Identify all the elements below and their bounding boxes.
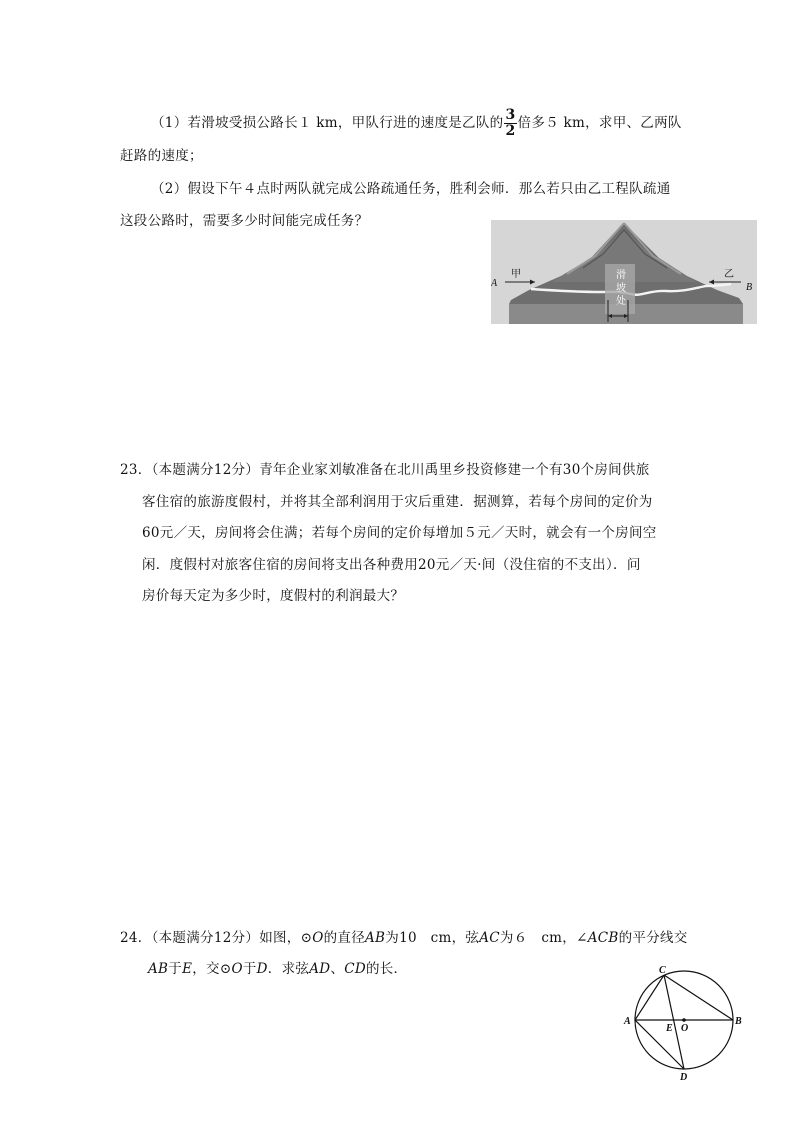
q24-line1: 24．（本题满分12分）如图，⊙O的直径AB为10 cm，弦AC为６ cm，∠ACB的平分线交 — [120, 930, 688, 946]
q24-line2: AB于E，交⊙O于D．求弦AD、CD的长． — [148, 961, 408, 977]
chord-ad — [635, 1020, 684, 1069]
label-o: O — [681, 1023, 689, 1034]
slide-label-2: 坡 — [616, 283, 626, 294]
label-b: B — [746, 282, 753, 293]
label-b: B — [735, 1016, 742, 1027]
q23-line3: 60元／天，房间将会住满；若每个房间的定价每增加５元／天时，就会有一个房间空 — [142, 525, 657, 541]
q23-line2: 客住宿的旅游度假村，并将其全部利润用于灾后重建．据测算，若每个房间的定价为 — [142, 494, 653, 510]
chord-cd — [664, 975, 684, 1069]
label-e: E — [666, 1023, 673, 1034]
chord-cb — [664, 975, 733, 1020]
label-d: D — [680, 1072, 688, 1083]
center-point — [682, 1018, 686, 1022]
q23-line5: 房价每天定为多少时，度假村的利润最大？ — [142, 588, 405, 604]
label-a: A — [624, 1016, 631, 1027]
landslide-mountain-figure — [491, 220, 757, 324]
slide-label-3: 处 — [616, 296, 626, 307]
label-yi: 乙 — [724, 269, 734, 280]
fraction-three-halves: $\frac{3}{2}$ — [505, 107, 516, 139]
q22-part2-line2: 这段公路时，需要多少时间能完成任务？ — [120, 213, 369, 229]
label-c: C — [659, 965, 666, 976]
label-a: A — [491, 278, 498, 289]
q22-part2-line1: （2）假设下午４点时两队就完成公路疏通任务，胜利会师．那么若只由乙工程队疏通 — [151, 181, 671, 197]
chord-ac — [635, 975, 664, 1020]
label-jia: 甲 — [511, 269, 521, 280]
q22-part1-line1: （1）若滑坡受损公路长１ km，甲队行进的速度是乙队的 $\frac{3}{2}$ 倍多５ km，求甲、乙两队 — [151, 107, 682, 139]
circle-geometry-figure — [620, 962, 752, 1084]
q23-line1: 23．（本题满分12分）青年企业家刘敏准备在北川禹里乡投资修建一个有30个房间供旅 — [120, 462, 650, 478]
slide-label-1: 滑 — [616, 270, 626, 281]
q23-line4: 闲．度假村对旅客住宿的房间将支出各种费用20元／天·间（没住宿的不支出）．问 — [142, 557, 641, 573]
q22-part1-line2: 赶路的速度； — [120, 148, 203, 164]
